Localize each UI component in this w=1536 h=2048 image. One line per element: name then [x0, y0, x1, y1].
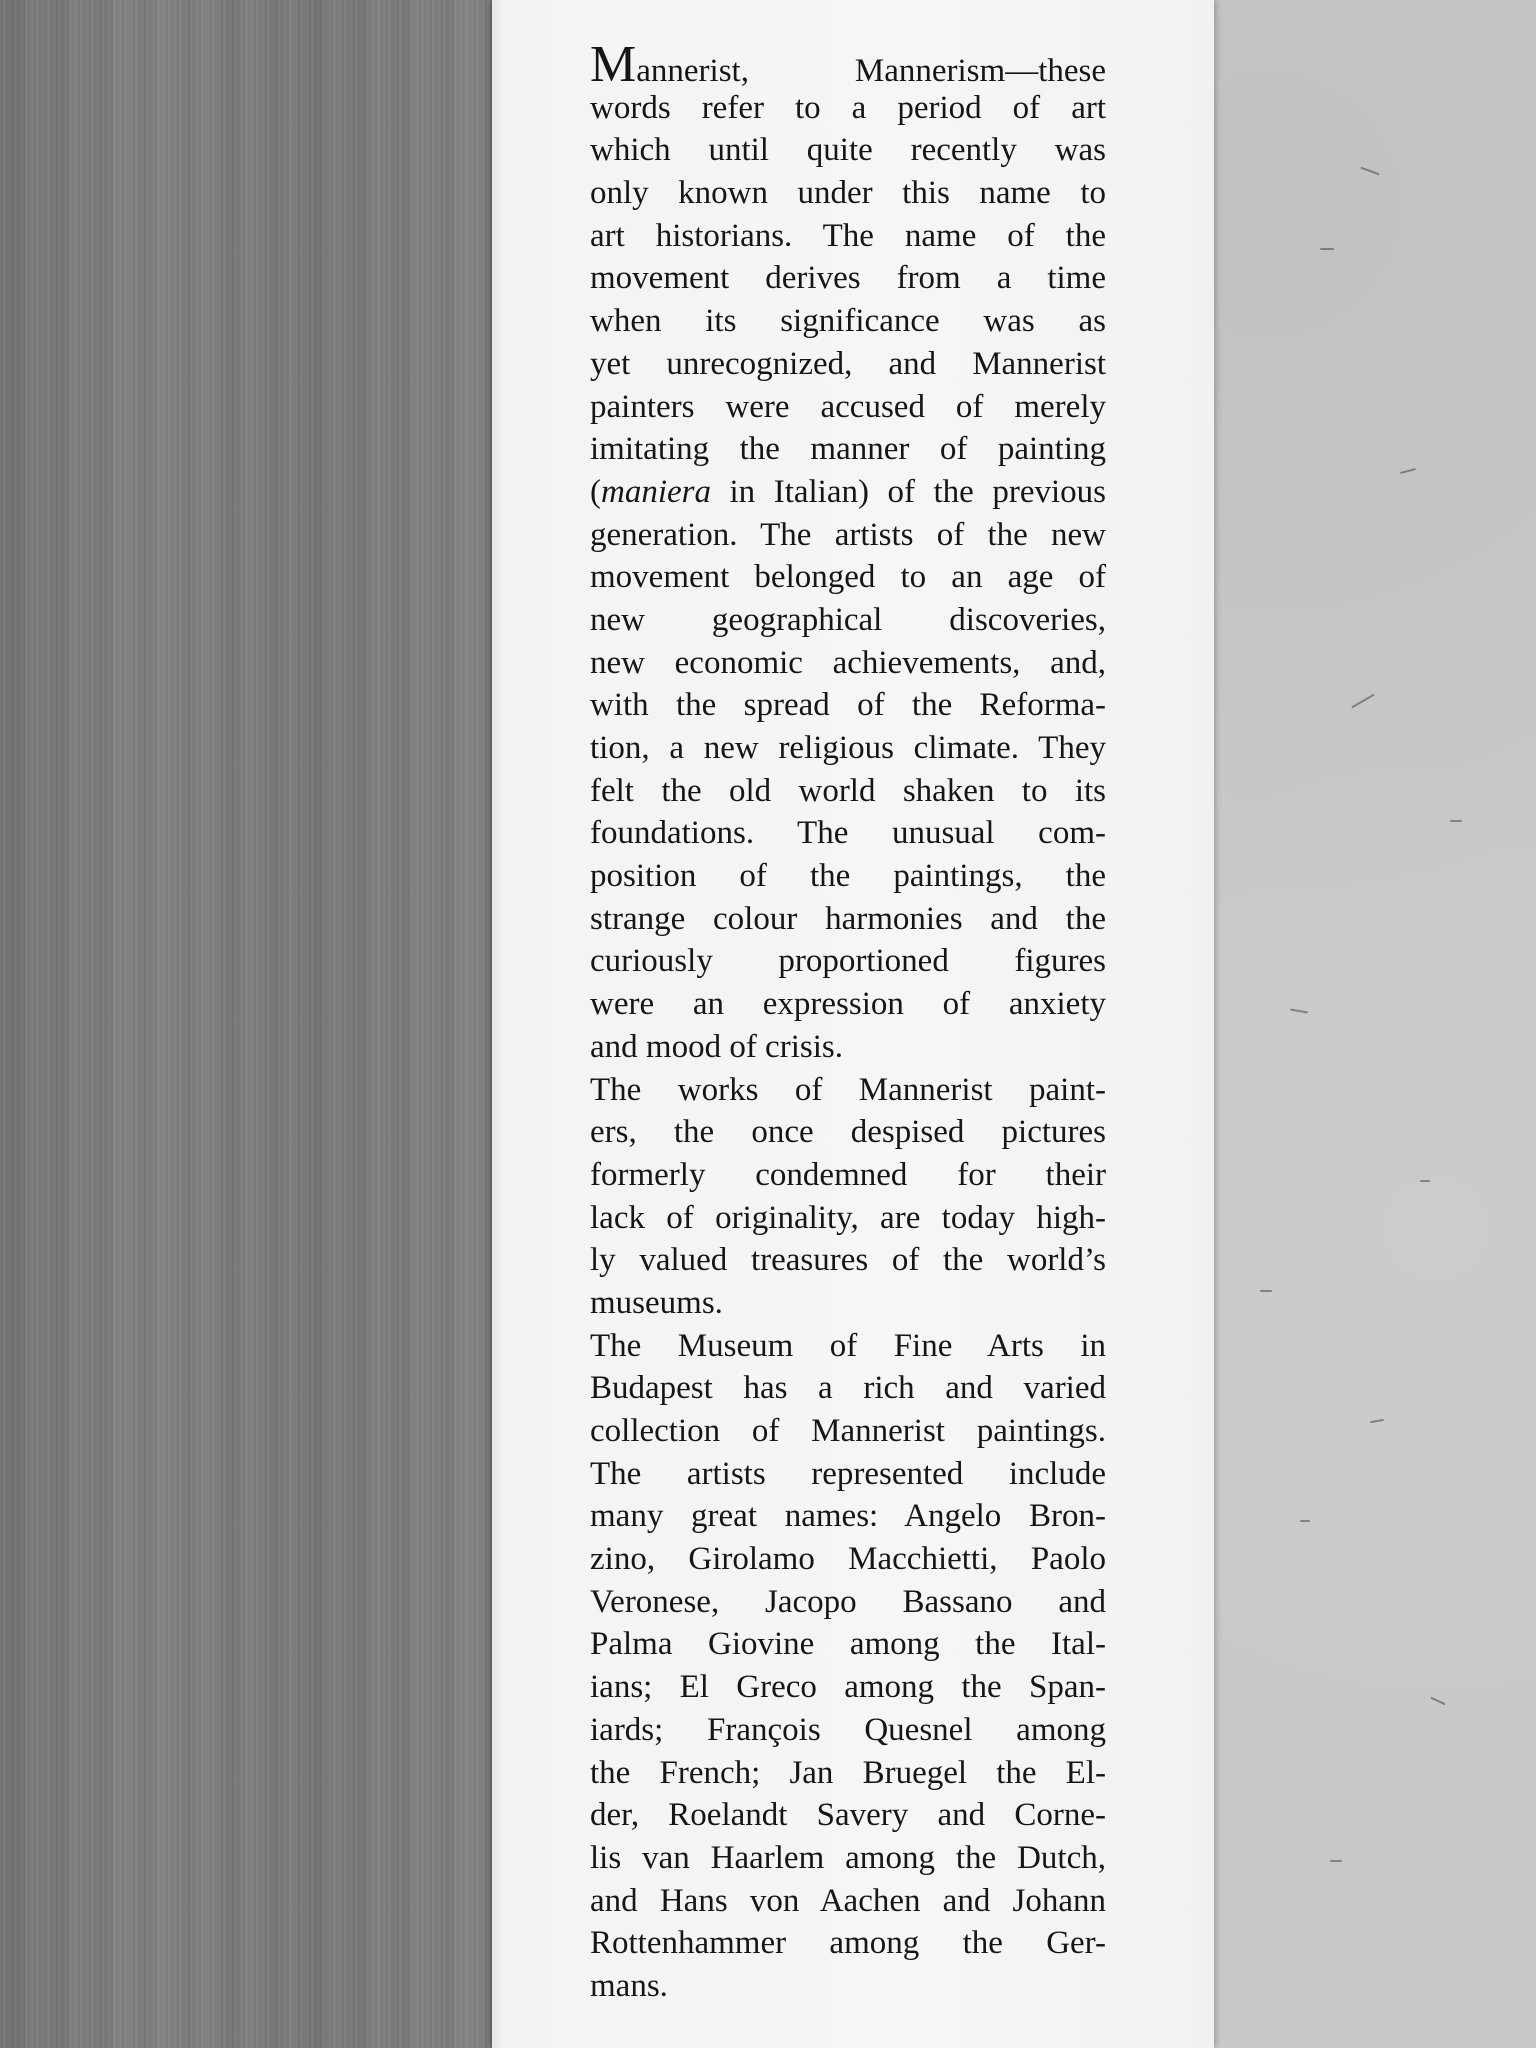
wooden-table-surface [0, 0, 510, 2048]
text-line: which until quite recently was [590, 132, 1106, 169]
text-line: only known under this name to [590, 175, 1106, 212]
text-line: museums. [590, 1284, 723, 1321]
text-line: The artists represented include [590, 1455, 1106, 1492]
text-line: with the spread of the Reforma- [590, 687, 1106, 724]
text-line: words refer to a period of art [590, 89, 1106, 126]
text-line: many great names: Angelo Bron- [590, 1498, 1106, 1535]
text-line: lis van Haarlem among the Dutch, [590, 1839, 1106, 1876]
first-line-text: annerist, Mannerism—these [636, 53, 1106, 89]
text-line: The Museum of Fine Arts in [590, 1327, 1106, 1364]
text-line: der, Roelandt Savery and Corne- [590, 1797, 1106, 1834]
text-line: the French; Jan Bruegel the El- [590, 1754, 1106, 1791]
text-line: generation. The artists of the new [590, 516, 1106, 553]
text-line: ly valued treasures of the world’s [590, 1242, 1106, 1279]
text-line: strange colour harmonies and the [590, 900, 1106, 937]
text-line [590, 36, 1106, 93]
text-line: foundations. The unusual com- [590, 815, 1106, 852]
text-line: were an expression of anxiety [590, 986, 1106, 1023]
italic-line-rest: in Italian) of the previous [711, 473, 1106, 510]
text-line: movement derives from a time [590, 260, 1106, 297]
text-line: yet unrecognized, and Mannerist [590, 345, 1106, 382]
text-line [590, 471, 1106, 514]
open-paren: ( [590, 473, 601, 510]
text-line: curiously proportioned figures [590, 943, 1106, 980]
text-line: Veronese, Jacopo Bassano and [590, 1583, 1106, 1620]
text-line: formerly condemned for their [590, 1156, 1106, 1193]
text-line: position of the paintings, the [590, 858, 1106, 895]
text-line: collection of Mannerist paintings. [590, 1413, 1106, 1449]
text-line: movement belonged to an age of [590, 559, 1106, 596]
text-line: zino, Girolamo Macchietti, Paolo [590, 1541, 1106, 1578]
text-line: Budapest has a rich and varied [590, 1370, 1106, 1407]
text-line: The works of Mannerist paint- [590, 1071, 1106, 1108]
text-line: Rottenhammer among the Ger- [590, 1925, 1106, 1962]
text-line: painters were accused of merely [590, 388, 1106, 425]
text-line: and mood of crisis. [590, 1028, 843, 1065]
text-line: when its significance was as [590, 303, 1106, 340]
text-line: and Hans von Aachen and Johann [590, 1882, 1106, 1919]
drop-cap: M [590, 36, 637, 93]
text-line: imitating the manner of painting [590, 431, 1106, 468]
grey-board-surface [1200, 0, 1536, 2048]
text-line: new economic achievements, and, [590, 644, 1106, 681]
text-line: lack of originality, are today high- [590, 1199, 1106, 1236]
printed-text-block [590, 36, 1106, 2008]
text-line: new geographical discoveries, [590, 601, 1106, 638]
text-line: mans. [590, 1967, 668, 2004]
text-line: tion, a new religious climate. They [590, 730, 1106, 766]
text-line: ians; El Greco among the Span- [590, 1669, 1106, 1706]
text-line: felt the old world shaken to its [590, 772, 1106, 809]
text-line: Palma Giovine among the Ital- [590, 1626, 1106, 1663]
text-line: art historians. The name of the [590, 217, 1106, 254]
italic-word: maniera [601, 473, 711, 510]
text-line: ers, the once despised pictures [590, 1114, 1106, 1151]
text-line: iards; François Quesnel among [590, 1711, 1106, 1748]
